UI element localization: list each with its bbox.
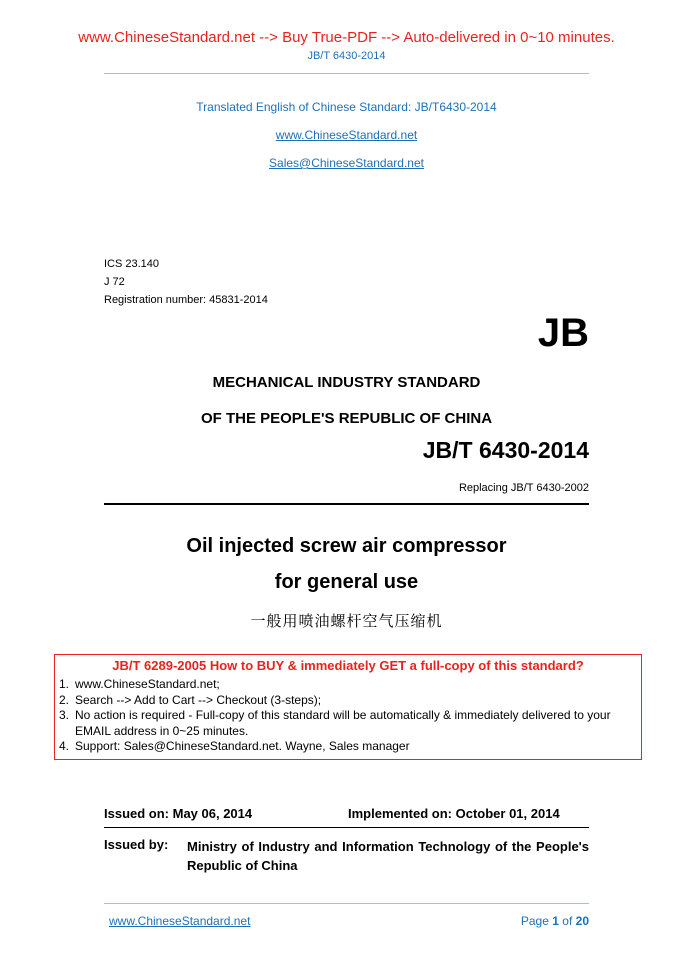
- header-divider: [104, 73, 589, 74]
- implemented-date: Implemented on: October 01, 2014: [348, 806, 560, 821]
- buy-steps-list: [59, 677, 635, 755]
- step-number: 4.: [59, 739, 70, 753]
- registration-number: Registration number: 45831-2014: [104, 294, 268, 306]
- standard-number: JB/T 6430-2014: [422, 437, 589, 463]
- issued-date: Issued on: May 06, 2014: [104, 806, 253, 821]
- step-text: Search --> Add to Cart --> Checkout (3-steps);: [75, 692, 322, 707]
- header-standard-code: JB/T 6430-2014: [307, 50, 386, 62]
- page-current: 1: [552, 914, 559, 928]
- footer-website-link[interactable]: www.ChineseStandard.net: [109, 914, 251, 928]
- page-of: of: [562, 914, 573, 928]
- issuer-name: Ministry of Industry and Information Technology of the People's Republic of China: [187, 839, 589, 873]
- step-text: No action is required - Full-copy of this standard will be automatically & immediately delivered to your EMAIL address in 0~25 minutes.: [75, 708, 611, 738]
- buy-heading[interactable]: JB/T 6289-2005 How to BUY & immediately GET a full-copy of this standard?: [112, 658, 584, 673]
- document-title-line1: Oil injected screw air compressor: [186, 535, 507, 557]
- footer-divider: [104, 903, 589, 904]
- step-number: 1.: [59, 677, 70, 691]
- step-text: Support: Sales@ChineseStandard.net. Wayne, Sales manager: [75, 739, 410, 753]
- list-item: [59, 739, 635, 755]
- step-number: 3.: [59, 708, 70, 722]
- list-item: [59, 708, 635, 739]
- title-divider: [104, 503, 589, 505]
- issuer-label: Issued by:: [104, 837, 169, 852]
- list-item: [59, 677, 635, 693]
- step-number: 2.: [59, 692, 70, 707]
- standard-authority-line2: OF THE PEOPLE'S REPUBLIC OF CHINA: [200, 410, 493, 427]
- jb-mark: JB: [537, 311, 589, 355]
- dates-divider: [104, 827, 589, 828]
- classification-code: J 72: [104, 276, 125, 288]
- step-text[interactable]: www.ChineseStandard.net;: [75, 677, 220, 691]
- translated-line: Translated English of Chinese Standard: JB/T6430-2014: [196, 100, 497, 114]
- document-title-line2: for general use: [274, 571, 419, 593]
- chinese-title: 一般用喷油螺杆空气压缩机: [250, 612, 443, 630]
- promo-banner[interactable]: www.ChineseStandard.net --> Buy True-PDF --> Auto-delivered in 0~10 minutes.: [78, 29, 615, 46]
- list-item: [59, 693, 635, 709]
- replacing-note: Replacing JB/T 6430-2002: [458, 482, 589, 494]
- page-total: 20: [575, 914, 589, 928]
- buy-instructions-box: [54, 654, 642, 760]
- ics-code: ICS 23.140: [104, 258, 160, 270]
- page-label: Page: [520, 914, 549, 928]
- standard-authority-line1: MECHANICAL INDUSTRY STANDARD: [212, 374, 481, 391]
- website-link[interactable]: www.ChineseStandard.net: [275, 128, 418, 142]
- email-link[interactable]: Sales@ChineseStandard.net: [269, 156, 424, 170]
- page-indicator: [521, 914, 589, 928]
